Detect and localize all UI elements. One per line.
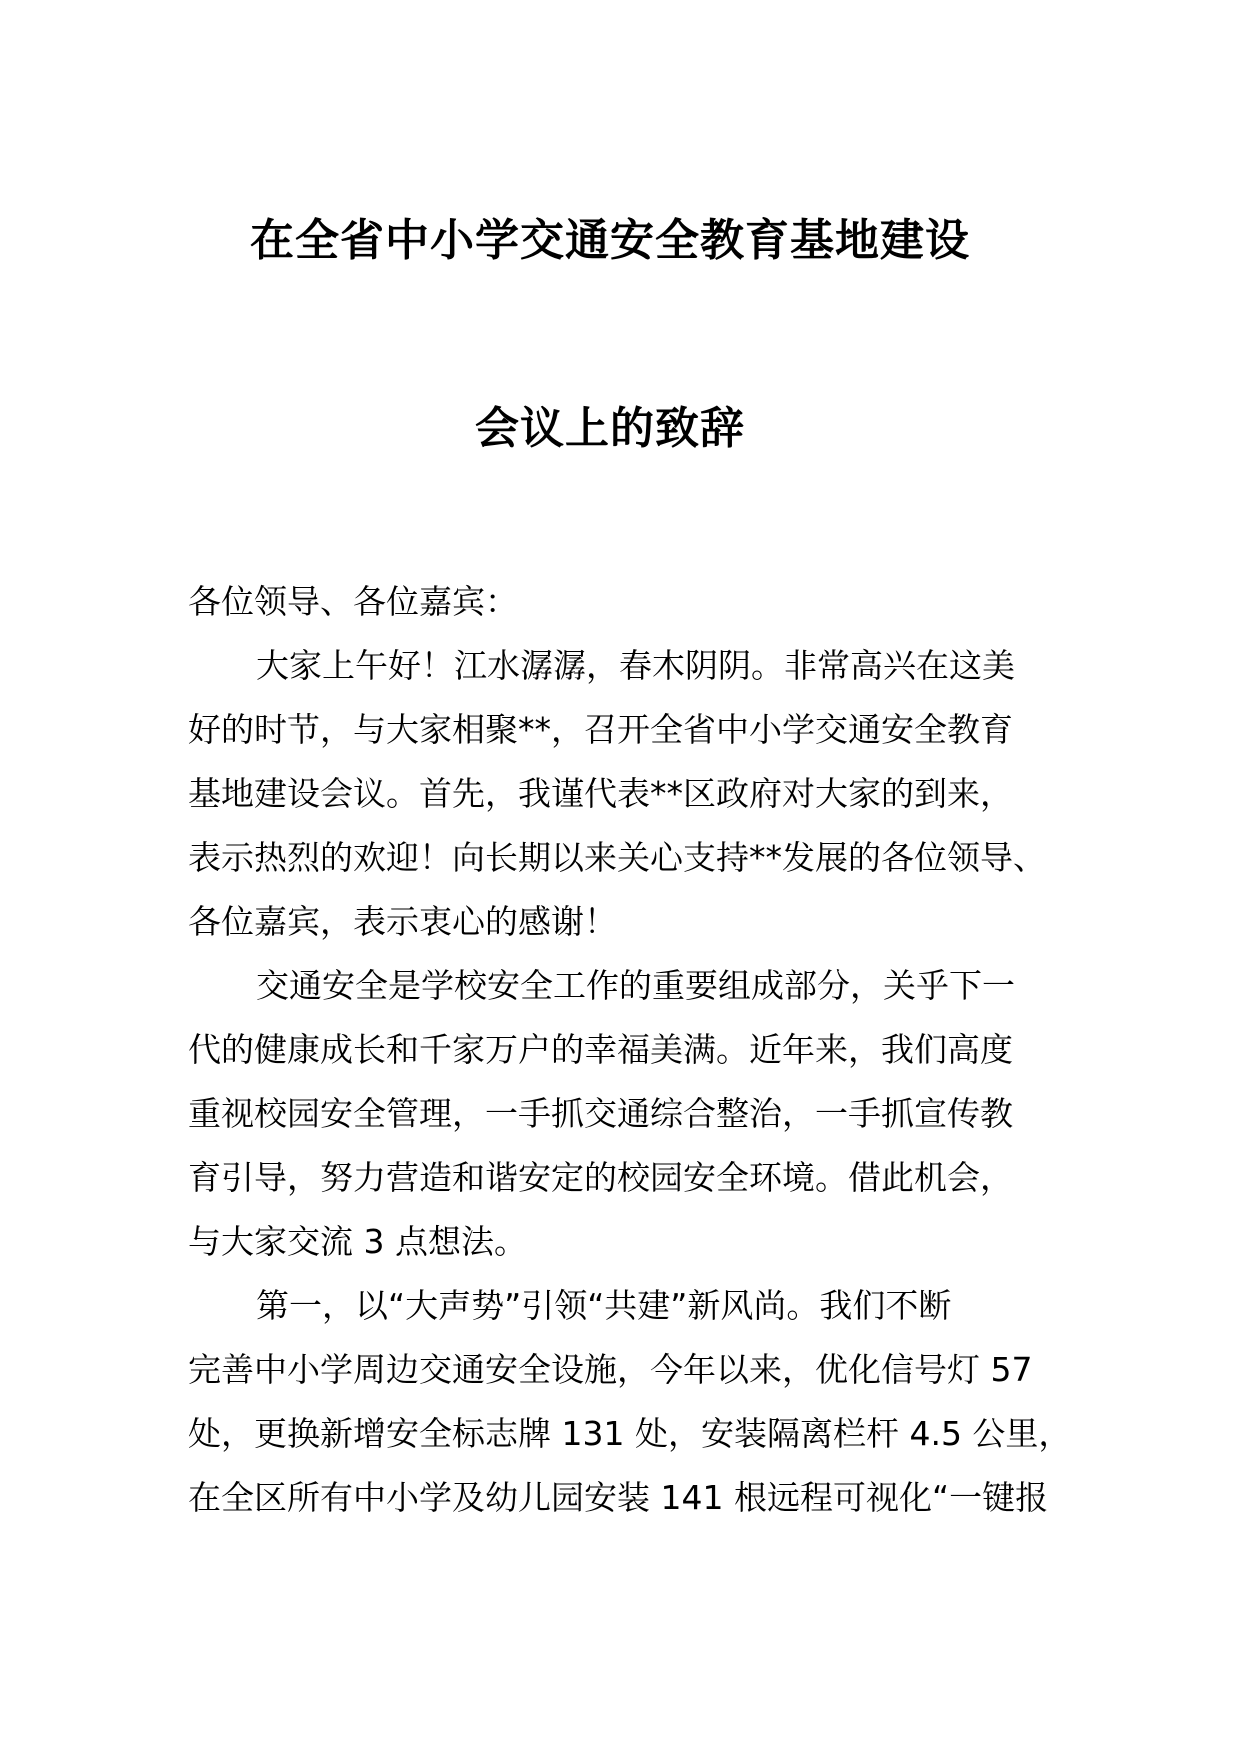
paragraph-1-line-5: 各位嘉宾，表示衷心的感谢！ [188, 902, 617, 941]
paragraph-3-line-4: 在全区所有中小学及幼儿园安装 141 根远程可视化“一键报 [188, 1478, 1049, 1517]
salutation: 各位领导、各位嘉宾： [188, 582, 518, 621]
paragraph-1-line-4: 表示热烈的欢迎！向长期以来关心支持**发展的各位领导、 [188, 838, 1046, 877]
paragraph-2-line-1: 交通安全是学校安全工作的重要组成部分，关乎下一 [256, 966, 1015, 1005]
document-title-line-2: 会议上的致辞 [475, 403, 745, 454]
paragraph-2-line-3: 重视校园安全管理，一手抓交通综合整治，一手抓宣传教 [188, 1094, 1013, 1133]
paragraph-2-line-4: 育引导，努力营造和谐安定的校园安全环境。借此机会， [188, 1158, 1013, 1197]
paragraph-3-line-2: 完善中小学周边交通安全设施，今年以来，优化信号灯 57 [188, 1350, 1033, 1389]
document-title-line-1: 在全省中小学交通安全教育基地建设 [250, 215, 970, 266]
paragraph-1-line-1: 大家上午好！江水潺潺，春木阴阴。非常高兴在这美 [256, 646, 1015, 685]
paragraph-1-line-3: 基地建设会议。首先，我谨代表**区政府对大家的到来， [188, 774, 1013, 813]
paragraph-2-line-5: 与大家交流 3 点想法。 [188, 1222, 527, 1261]
paragraph-1-line-2: 好的时节，与大家相聚**，召开全省中小学交通安全教育 [188, 710, 1013, 749]
paragraph-3-line-1: 第一，以“大声势”引领“共建”新风尚。我们不断 [256, 1286, 952, 1325]
document-body [188, 570, 1088, 1530]
paragraph-3-line-3: 处，更换新增安全标志牌 131 处，安装隔离栏杆 4.5 公里， [188, 1414, 1072, 1453]
paragraph-2-line-2: 代的健康成长和千家万户的幸福美满。近年来，我们高度 [188, 1030, 1013, 1069]
